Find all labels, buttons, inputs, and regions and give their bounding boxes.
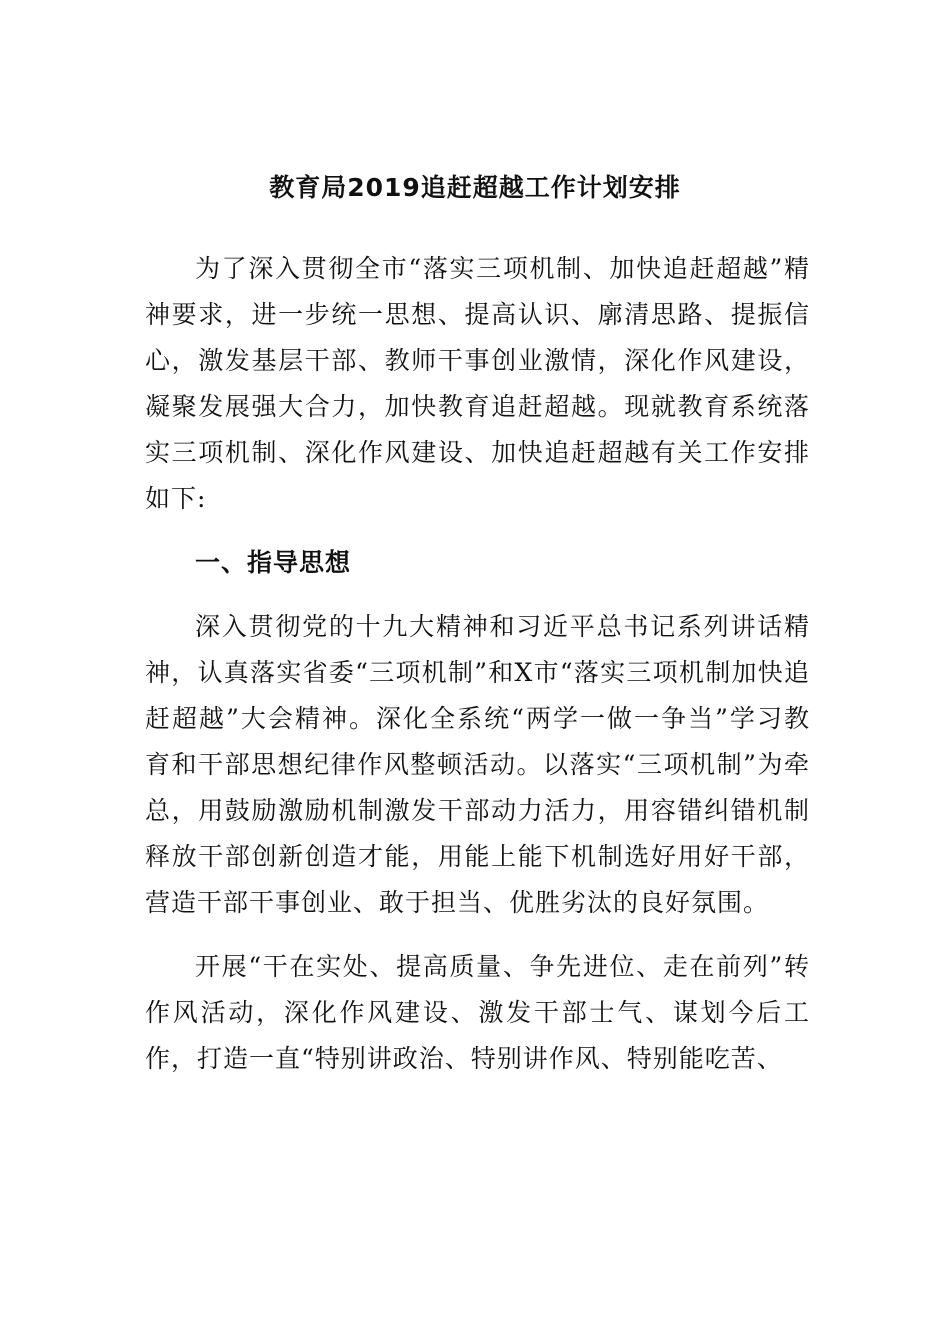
guiding-thought-paragraph: 深入贯彻党的十九大精神和习近平总书记系列讲话精神，认真落实省委“三项机制”和X市“落实三项机制加快追赶超越”大会精神。深化全系统“两学一做一争当”学习教育和干部思想纪律作风整顿活动。以落实“三项机制”为牵总，用鼓励激励机制激发干部动力活力，用容错纠错机制释放干部创新创造才能，用能上能下机制选好用好干部，营造干部干事创业、敢于担当、优胜劣汰的良好氛围。 (145, 612, 810, 917)
section-heading-guiding-thought: 一、指导思想 (195, 548, 352, 577)
intro-paragraph: 为了深入贯彻全市“落实三项机制、加快追赶超越”精神要求，进一步统一思想、提高认识、廓清思路、提振信心，激发基层干部、教师干事创业激情，深化作风建设，凝聚发展强大合力，加快教育追赶超越。现就教育系统落实三项机制、深化作风建设、加快追赶超越有关工作安排如下: (145, 254, 810, 513)
document-title: 教育局2019追赶超越工作计划安排 (269, 173, 681, 202)
work-style-paragraph: 开展“干在实处、提高质量、争先进位、走在前列”转作风活动，深化作风建设、激发干部士气、谋划今后工作，打造一直“特别讲政治、特别讲作风、特别能吃苦、 (145, 952, 810, 1073)
document-body (145, 246, 810, 1082)
paragraph-spacer (145, 926, 810, 944)
